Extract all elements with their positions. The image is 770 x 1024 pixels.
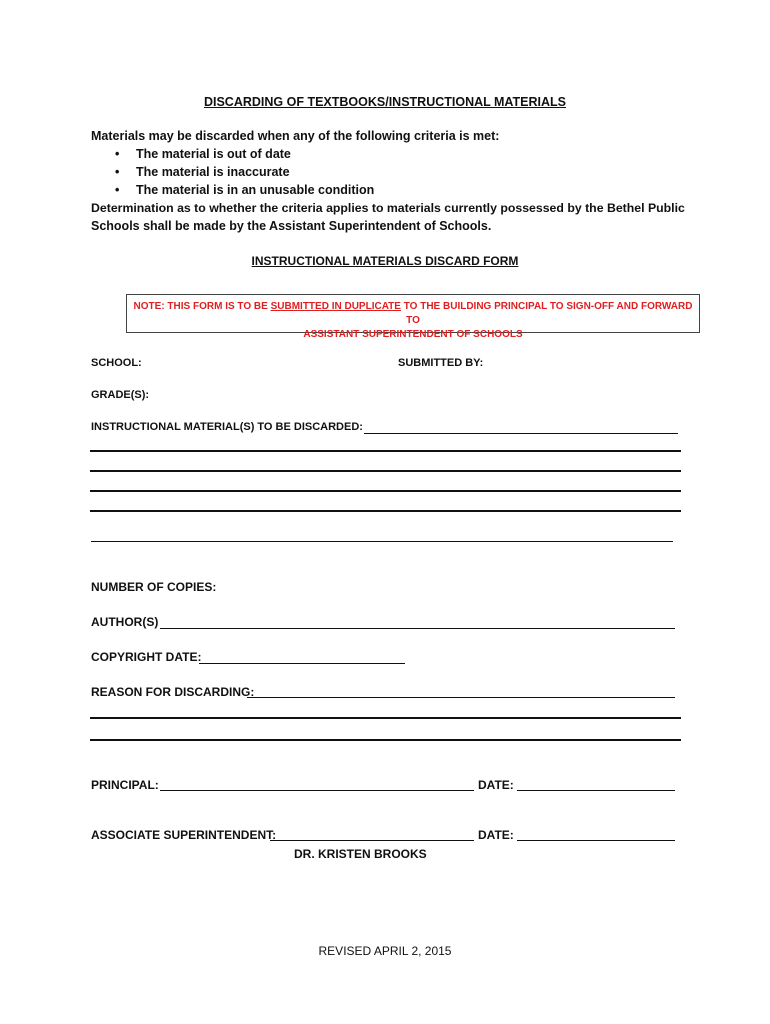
materials-field[interactable] bbox=[90, 450, 681, 452]
reason-field[interactable] bbox=[247, 697, 675, 698]
notice-line1 bbox=[127, 300, 699, 328]
materials-field[interactable] bbox=[90, 470, 681, 472]
criteria-text: The material is inaccurate bbox=[136, 165, 290, 179]
school-label: SCHOOL: bbox=[91, 357, 142, 369]
reason-field[interactable] bbox=[90, 739, 681, 741]
materials-field[interactable] bbox=[91, 541, 673, 542]
authors-label: AUTHOR(S) bbox=[91, 615, 159, 629]
principal-date-field[interactable] bbox=[517, 790, 675, 791]
form-title: INSTRUCTIONAL MATERIALS DISCARD FORM bbox=[251, 254, 519, 268]
bullet-icon: • bbox=[115, 165, 120, 179]
notice-underlined-text: SUBMITTED IN DUPLICATE bbox=[270, 301, 401, 312]
notice-text: TO THE BUILDING PRINCIPAL TO SIGN-OFF AND FORWARD TO bbox=[400, 301, 693, 326]
materials-field[interactable] bbox=[90, 490, 681, 492]
revision-footer: REVISED APRIL 2, 2015 bbox=[318, 944, 452, 958]
copyright-date-label: COPYRIGHT DATE: bbox=[91, 650, 202, 664]
criteria-text: The material is in an unusable condition bbox=[136, 183, 375, 197]
submitted-by-label: SUBMITTED BY: bbox=[398, 357, 484, 369]
materials-field[interactable] bbox=[364, 433, 678, 434]
copyright-date-field[interactable] bbox=[199, 663, 405, 664]
reason-label: REASON FOR DISCARDING: bbox=[91, 685, 255, 699]
associate-superintendent-label: ASSOCIATE SUPERINTENDENT: bbox=[91, 828, 277, 842]
materials-label: INSTRUCTIONAL MATERIAL(S) TO BE DISCARDED: bbox=[91, 421, 363, 433]
notice-line2: ASSISTANT SUPERINTENDENT OF SCHOOLS bbox=[303, 329, 523, 340]
intro-text: Materials may be discarded when any of the following criteria is met: bbox=[91, 129, 500, 143]
principal-signature-field[interactable] bbox=[160, 790, 474, 791]
determination-text-line1: Determination as to whether the criteria applies to materials currently possessed by the Bethel Public bbox=[91, 201, 685, 215]
criteria-text: The material is out of date bbox=[136, 147, 291, 161]
determination-text-line2: Schools shall be made by the Assistant Superintendent of Schools. bbox=[91, 219, 492, 233]
bullet-icon: • bbox=[115, 183, 120, 197]
reason-field[interactable] bbox=[90, 717, 681, 719]
associate-superintendent-date-field[interactable] bbox=[517, 840, 675, 841]
notice-box bbox=[126, 294, 700, 340]
bullet-icon: • bbox=[115, 147, 120, 161]
principal-label: PRINCIPAL: bbox=[91, 778, 159, 792]
authors-field[interactable] bbox=[160, 628, 675, 629]
associate-superintendent-date-label: DATE: bbox=[478, 828, 514, 842]
associate-superintendent-signature-field[interactable] bbox=[270, 840, 474, 841]
page-title: DISCARDING OF TEXTBOOKS/INSTRUCTIONAL MATERIALS bbox=[203, 95, 567, 109]
principal-date-label: DATE: bbox=[478, 778, 514, 792]
notice-text: NOTE: THIS FORM IS TO BE bbox=[133, 301, 271, 312]
superintendent-name: DR. KRISTEN BROOKS bbox=[294, 847, 427, 861]
materials-field[interactable] bbox=[90, 510, 681, 512]
copies-label: NUMBER OF COPIES: bbox=[91, 580, 217, 594]
grades-label: GRADE(S): bbox=[91, 389, 150, 401]
